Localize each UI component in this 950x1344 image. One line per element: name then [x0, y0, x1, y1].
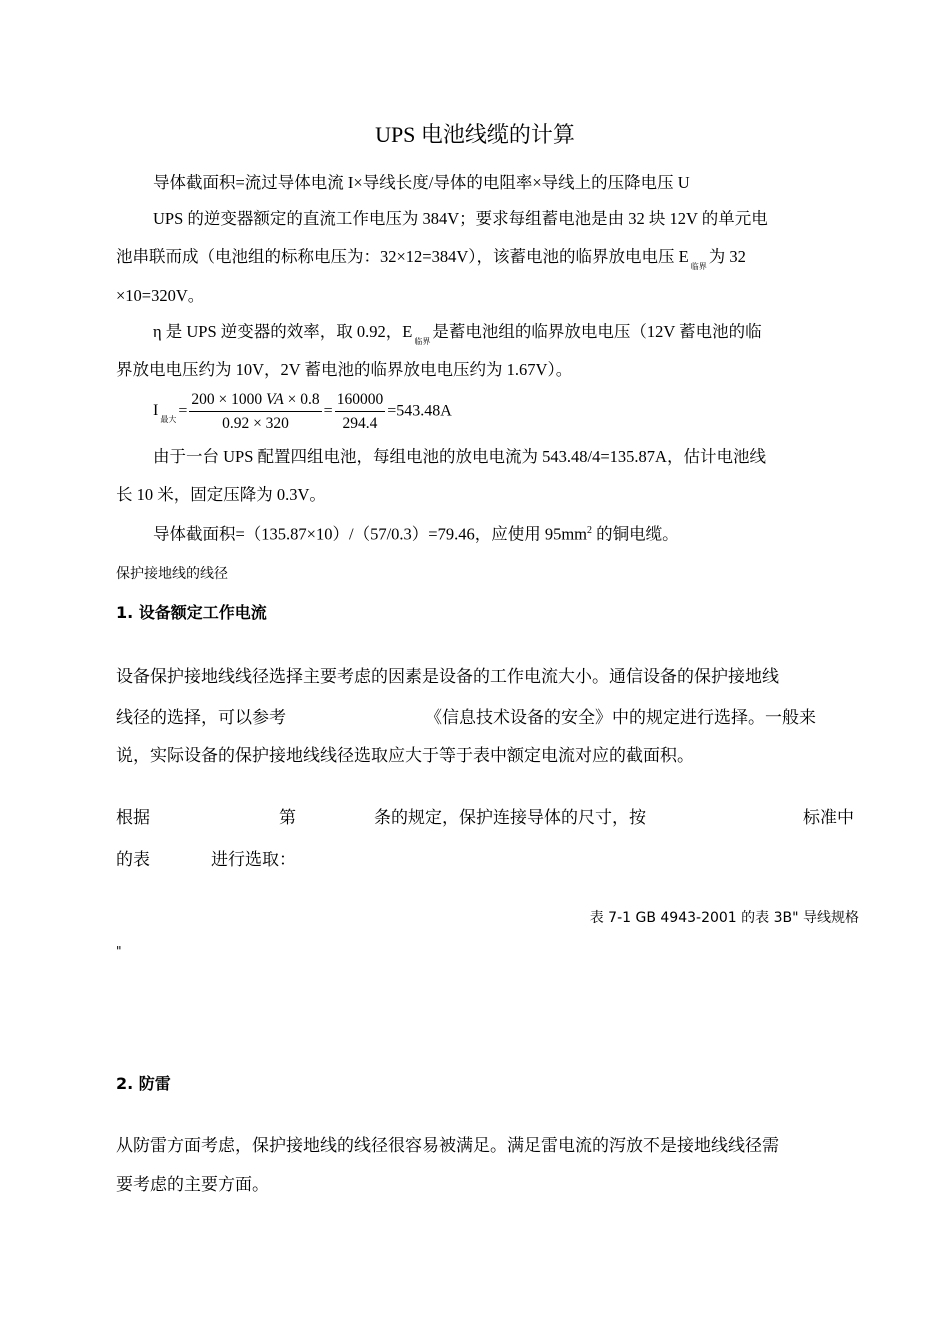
fraction-2-numerator: 160000 — [335, 390, 386, 412]
table-caption: 表 7-1 GB 4943-2001 的表 3B" 导线规格 — [589, 910, 859, 926]
page-title: UPS 电池线缆的计算 — [375, 122, 575, 147]
superscript-2: 2 — [587, 525, 593, 536]
s1-para2-word3: 条的规定，保护连接导体的尺寸，按 — [374, 808, 646, 827]
fraction-1 — [189, 390, 321, 433]
fraction-2 — [335, 390, 386, 433]
section-heading: 保护接地线的线径 — [116, 566, 228, 582]
equals-sign: = — [323, 402, 333, 420]
s1-para2-word1: 根据 — [116, 808, 150, 827]
fraction-1-numerator: 200 × 1000 VA × 0.8 — [189, 390, 321, 412]
fraction-2-denominator: 294.4 — [342, 415, 378, 432]
s1-heading: 1. 设备额定工作电流 — [116, 603, 267, 622]
p2-line1-text: η 是 UPS 逆变器的效率，取 0.92，E — [153, 322, 413, 341]
formula-lhs: $I_{最大}$ — [153, 401, 177, 424]
p2-line2: 界放电电压约为 10V，2V 蓄电池的临界放电电压约为 1.67V）。 — [116, 360, 573, 379]
p4-line — [153, 521, 679, 545]
p4-text-end: 的铜电缆。 — [592, 524, 679, 544]
s1-para1-line2 — [116, 703, 286, 728]
s2-line1: 从防雷方面考虑，保护接地线的线径很容易被满足。满足雷电流的泻放不是接地线线径需 — [116, 1136, 779, 1155]
p3-line1: 由于一台 UPS 配置四组电池，每组电池的放电电流为 543.48/4=135.87A，估计电池线 — [153, 447, 766, 466]
p4-text: 导体截面积=（135.87×10）/（57/0.3）=79.46，应使用 95mm — [153, 524, 588, 544]
s1-para1-line2-text: 线径的选择，可以参考 — [116, 708, 286, 727]
subscript-critical: 临界 — [414, 337, 431, 346]
s1-para1-line1: 设备保护接地线线径选择主要考虑的因素是设备的工作电流大小。通信设备的保护接地线 — [116, 667, 779, 686]
p1-line2-text-end: 为 32 — [708, 247, 746, 266]
fraction-1-denominator: 0.92 × 320 — [222, 415, 289, 432]
p1-line1: UPS 的逆变器额定的直流工作电压为 384V；要求每组蓄电池是由 32 块 12V 的单元电 — [153, 209, 768, 228]
subscript-max: 最大 — [160, 414, 177, 424]
s1-para1-line2-end: 《信息技术设备的安全》中的规定进行选择。一般来 — [425, 708, 816, 727]
current-formula — [153, 390, 452, 433]
s1-para2-line2-b: 进行选取： — [211, 850, 296, 869]
quote-mark: " — [116, 944, 122, 958]
s1-para2-word4: 标准中 — [803, 808, 854, 827]
s1-para2-word2: 第 — [279, 808, 296, 827]
p2-line1-text-end: 是蓄电池组的临界放电电压（12V 蓄电池的临 — [432, 322, 762, 341]
subscript-critical: 临界 — [690, 262, 707, 271]
p1-line2-text: 池串联而成（电池组的标称电压为：32×12=384V），该蓄电池的临界放电电压 E — [116, 247, 689, 266]
p1-line2 — [116, 247, 746, 270]
equals-sign: = — [178, 402, 188, 420]
p1-line3: ×10=320V。 — [116, 286, 205, 305]
s2-line2: 要考虑的主要方面。 — [116, 1175, 269, 1194]
s2-heading: 2. 防雷 — [116, 1074, 171, 1093]
formula-definition: 导体截面积=流过导体电流 I×导线长度/导体的电阻率×导线上的压降电压 U — [153, 173, 690, 192]
p3-line2: 长 10 米，固定压降为 0.3V。 — [116, 485, 326, 504]
s1-para2-line2-a: 的表 — [116, 850, 150, 869]
formula-result: =543.48A — [387, 402, 452, 420]
s1-para1-line3: 说，实际设备的保护接地线线径选取应大于等于表中额定电流对应的截面积。 — [116, 746, 694, 765]
p2-line1 — [153, 322, 762, 345]
